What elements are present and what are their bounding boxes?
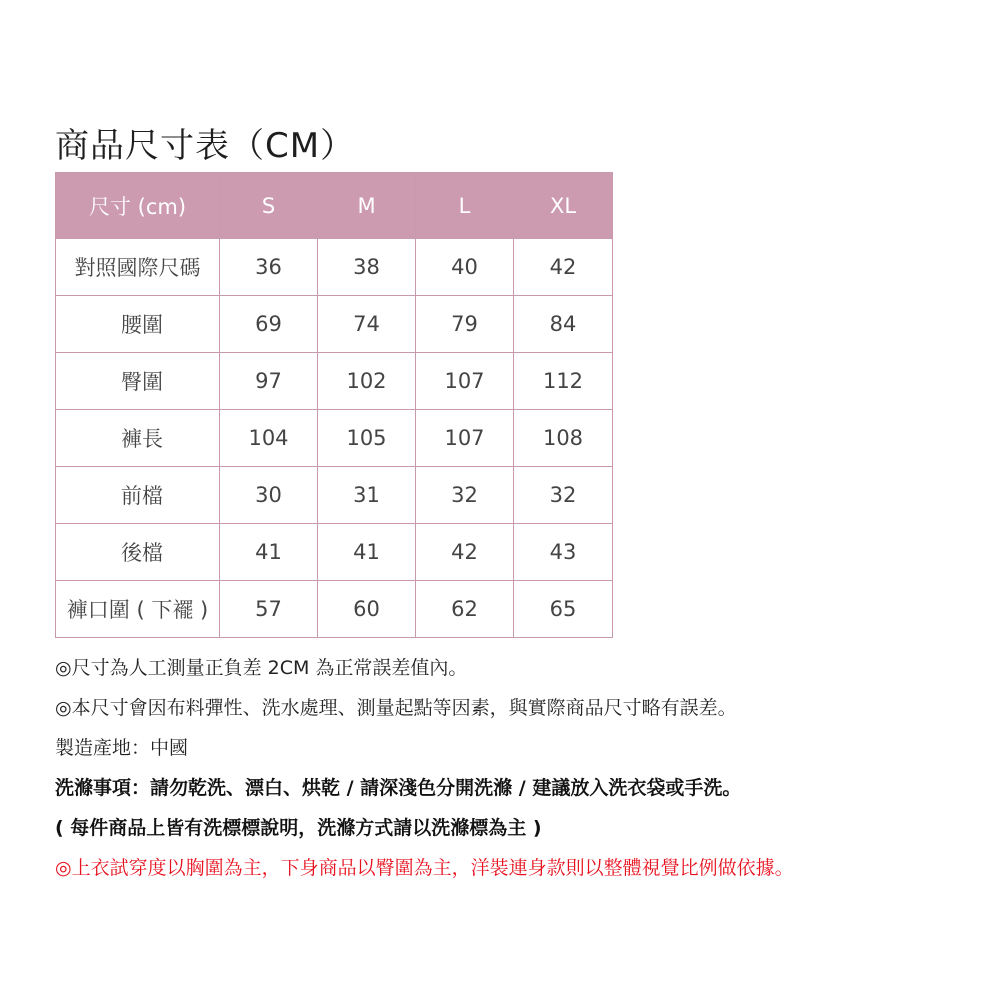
header-size-s: S [220,173,318,239]
cell-value: 97 [220,353,318,410]
cell-value: 32 [514,467,613,524]
cell-value: 65 [514,581,613,638]
cell-value: 36 [220,239,318,296]
cell-value: 69 [220,296,318,353]
header-size-m: M [318,173,416,239]
cell-value: 43 [514,524,613,581]
table-row [56,353,613,410]
header-size-xl: XL [514,173,613,239]
header-size-l: L [416,173,514,239]
origin-note: 製造產地：中國 [55,737,189,759]
cell-value: 42 [514,239,613,296]
size-table [55,172,613,638]
measure-error-note: ◎尺寸為人工測量正負差 2CM 為正常誤差值內。 [55,657,468,679]
row-label: 後檔 [56,524,220,581]
cell-value: 108 [514,410,613,467]
table-row [56,581,613,638]
table-row [56,524,613,581]
row-label: 臀圍 [56,353,220,410]
cell-value: 60 [318,581,416,638]
fit-note: ◎上衣試穿度以胸圍為主，下身商品以臀圍為主，洋裝連身款則以整體視覺比例做依據。 [55,857,794,879]
factor-error-note: ◎本尺寸會因布料彈性、洗水處理、測量起點等因素，與實際商品尺寸略有誤差。 [55,697,737,719]
row-label: 前檔 [56,467,220,524]
header-size-label: 尺寸 (cm) [56,173,220,239]
cell-value: 104 [220,410,318,467]
cell-value: 62 [416,581,514,638]
cell-value: 79 [416,296,514,353]
cell-value: 105 [318,410,416,467]
cell-value: 57 [220,581,318,638]
row-label: 褲口圍 ( 下襬 ) [56,581,220,638]
row-label: 褲長 [56,410,220,467]
cell-value: 107 [416,353,514,410]
washing-label-note: ( 每件商品上皆有洗標標說明，洗滌方式請以洗滌標為主 ) [55,817,542,839]
cell-value: 38 [318,239,416,296]
cell-value: 30 [220,467,318,524]
washing-instructions: 洗滌事項：請勿乾洗、漂白、烘乾 / 請深淺色分開洗滌 / 建議放入洗衣袋或手洗。 [55,777,742,799]
cell-value: 102 [318,353,416,410]
cell-value: 42 [416,524,514,581]
table-row [56,467,613,524]
notes-section [55,648,995,888]
cell-value: 41 [220,524,318,581]
row-label: 腰圍 [56,296,220,353]
cell-value: 32 [416,467,514,524]
table-row [56,410,613,467]
cell-value: 40 [416,239,514,296]
table-header-row [56,173,613,239]
page-title: 商品尺寸表（CM） [55,126,356,166]
cell-value: 107 [416,410,514,467]
cell-value: 41 [318,524,416,581]
cell-value: 112 [514,353,613,410]
table-row [56,239,613,296]
cell-value: 74 [318,296,416,353]
cell-value: 84 [514,296,613,353]
row-label: 對照國際尺碼 [56,239,220,296]
cell-value: 31 [318,467,416,524]
table-row [56,296,613,353]
